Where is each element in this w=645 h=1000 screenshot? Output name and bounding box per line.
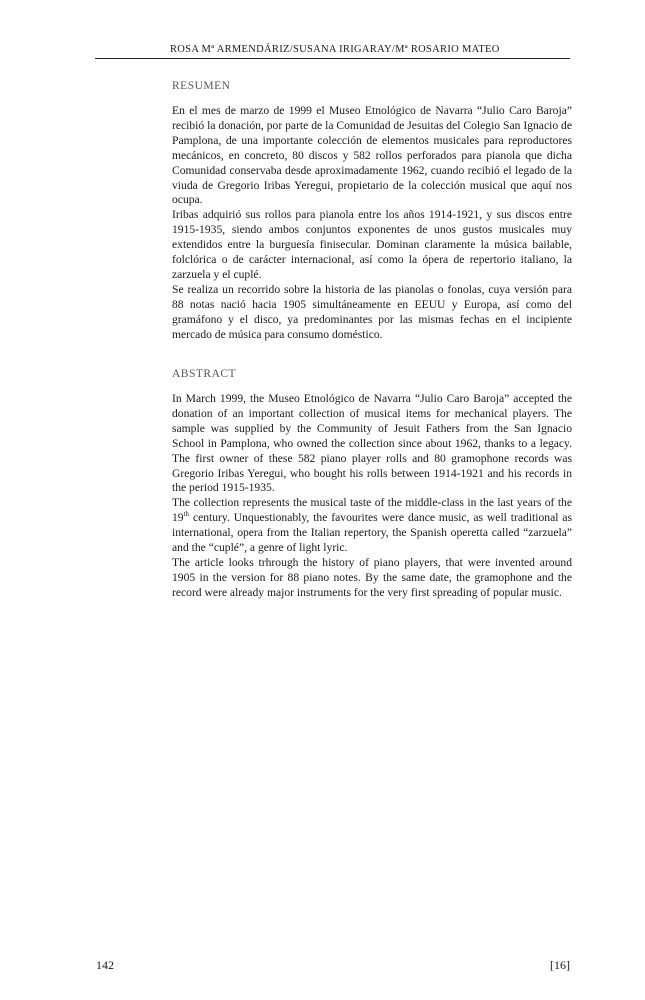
resumen-paragraph: Iribas adquirió sus rollos para pianola entre los años 1914-1921, y sus discos entre 1915-1935, siendo ambos conjuntos exponentes de unos gustos musicales muy extendidos entre la burguesía finisecular. Dominan claramente la música bailable, folclórica o de carácter internacional, así como la ópera de repertorio italiano, la zarzuela y el cuplé. (172, 208, 572, 281)
abstract-text: century. Unquestionably, the favourites were dance music, as well traditional as international, opera from the Italian repertory, the Spanish operetta called “zarzuela” and the “cuplé”, a genre of light lyric. (172, 511, 572, 555)
resumen-section (172, 80, 572, 343)
abstract-title: ABSTRACT (172, 368, 237, 380)
resumen-title: RESUMEN (172, 80, 231, 92)
resumen-paragraph: Se realiza un recorrido sobre la historia de las pianolas o fonolas, cuya versión para 88 notas nació hacia 1905 simultáneamente en EEUU y Europa, así como del gramáfono y el disco, ya predominantes por las mismas fechas en el incipiente mercado de música para consumo doméstico. (172, 282, 572, 341)
bracket-page-number: [16] (550, 958, 570, 972)
abstract-paragraph (172, 496, 572, 556)
page-number: 142 (96, 958, 114, 972)
abstract-section (172, 368, 572, 601)
abstract-paragraph: The article looks trhrough the history of piano players, that were invented around 1905 in the version for 88 piano notes. By the same date, the gramophone and the record were already major instruments for the very first spreading of popular music. (172, 555, 572, 599)
abstract-paragraph: In March 1999, the Museo Etnológico de Navarra “Julio Caro Baroja” accepted the donation of an important collection of musical items for mechanical players. The sample was supplied by the Community of Jesuit Fathers from the San Ignacio School in Pamplona, who owned the collection since about 1962, thanks to a legacy. The first owner of these 582 piano player rolls and 80 gramophone records was Gregorio Iribas Yeregui, who bought his rolls between 1914-1921 and his records in the period 1915-1935. (172, 392, 572, 495)
running-head: ROSA Mª ARMENDÁRIZ/SUSANA IRIGARAY/Mª ROSARIO MATEO (95, 44, 570, 59)
abstract-text: The collection represents the musical taste of the middle-class in the last years of the 19 (172, 496, 572, 525)
resumen-paragraph: En el mes de marzo de 1999 el Museo Etnológico de Navarra “Julio Caro Baroja” recibió la donación, por parte de la Comunidad de Jesuitas del Colegio San Ignacio de Pamplona, de una importante colección de elementos musicales para reproductores mecánicos, en concreto, 80 discos y 582 rollos perforados para pianola que dicha Comunidad conservaba desde aproximadamente 1962, cuando recibió el legado de la viuda de Gregorio Iribas Yeregui, propietario de la colección musical que aquí nos ocupa. (172, 104, 572, 207)
ordinal-superscript: th (183, 510, 190, 519)
